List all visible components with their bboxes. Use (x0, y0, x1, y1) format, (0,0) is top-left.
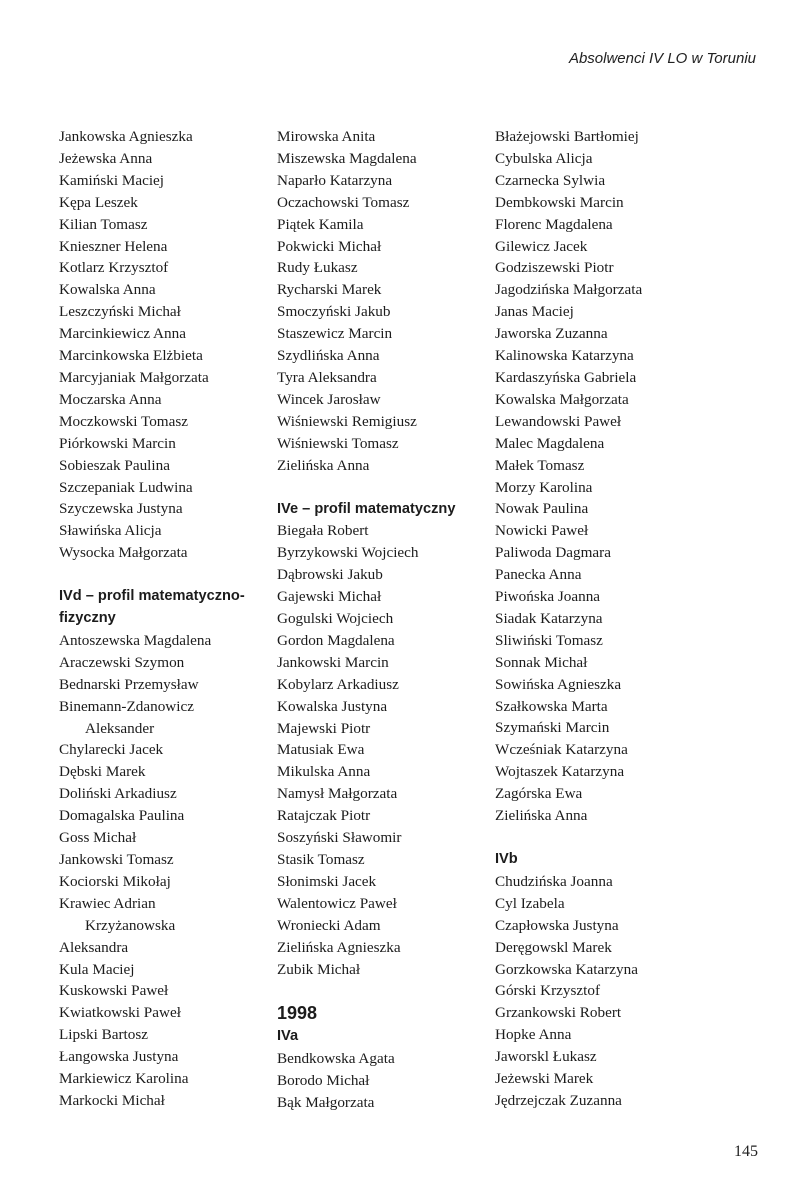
name-entry: Piwońska Joanna (495, 588, 601, 606)
name-entry: Wcześniak Katarzyna (495, 741, 628, 759)
name-entry: Borodo Michał (277, 1072, 370, 1090)
name-entry: Oczachowski Tomasz (277, 193, 410, 211)
name-entry: Morzy Karolina (495, 478, 593, 496)
name-entry: Krawiec Adrian (59, 894, 156, 912)
name-entry: Czapłowska Justyna (495, 916, 619, 934)
name-entry: Zielińska Anna (277, 456, 370, 474)
name-entry: Kowalska Justyna (277, 697, 388, 715)
name-entry: Jędrzejczak Zuzanna (495, 1091, 622, 1109)
name-entry: Walentowicz Paweł (277, 894, 397, 912)
name-entry: Kowalska Anna (59, 281, 156, 299)
name-entry: Kuskowski Paweł (59, 982, 169, 1000)
page-number: 145 (734, 1143, 758, 1160)
name-entry: Hopke Anna (495, 1026, 572, 1044)
name-entry: Deręgowskl Marek (495, 938, 612, 956)
name-entry: Domagalska Paulina (59, 807, 185, 825)
name-entry: Cybulska Alicja (495, 149, 593, 167)
name-entry: Moczkowski Tomasz (59, 412, 188, 430)
name-entry: Sonnak Michał (495, 653, 588, 671)
name-list (277, 1048, 482, 1114)
name-entry: Kilian Tomasz (59, 215, 148, 233)
name-entry: Górski Krzysztof (495, 982, 601, 1000)
name-entry: Szałkowska Marta (495, 697, 608, 715)
name-entry: Majewski Piotr (277, 719, 371, 737)
name-entry: Cyl Izabela (495, 894, 565, 912)
name-entry: Wysocka Małgorzata (59, 544, 188, 562)
running-title: Absolwenci IV LO w Toruniu (568, 50, 756, 67)
name-list (495, 871, 710, 1112)
name-entry: Kępa Leszek (59, 193, 138, 211)
name-entry: Lewandowski Paweł (495, 412, 622, 430)
column-3 (495, 126, 710, 1112)
name-entry: Piórkowski Marcin (59, 434, 176, 452)
name-entry: Wojtaszek Katarzyna (495, 763, 625, 781)
name-entry: Wiśniewski Tomasz (277, 434, 399, 452)
name-entry: Nowicki Paweł (495, 522, 589, 540)
name-entry: Namysł Małgorzata (277, 785, 398, 803)
name-entry: Marcinkowska Elżbieta (59, 347, 203, 365)
name-entry: Nowak Paulina (495, 500, 589, 518)
name-entry: Rudy Łukasz (277, 259, 358, 277)
name-entry: Chylarecki Jacek (59, 741, 164, 759)
name-entry: Aleksandra (59, 938, 129, 956)
name-entry: Goss Michał (59, 829, 137, 847)
name-entry: Dębski Marek (59, 763, 146, 781)
name-entry: Bąk Małgorzata (277, 1094, 375, 1112)
name-entry: Kociorski Mikołaj (59, 872, 171, 890)
name-entry: Byrzykowski Wojciech (277, 544, 419, 562)
name-entry: Szyczewska Justyna (59, 500, 183, 518)
name-entry: Kwiatkowski Paweł (59, 1004, 181, 1022)
name-entry: Zagórska Ewa (495, 785, 583, 803)
name-entry: Małek Tomasz (495, 456, 585, 474)
name-entry: Gordon Magdalena (277, 631, 395, 649)
name-entry: Jeżewska Anna (59, 149, 153, 167)
section-heading-ive: IVe – profil matematyczny (277, 500, 456, 517)
name-entry: Smoczyński Jakub (277, 303, 391, 321)
name-entry: Florenc Magdalena (495, 215, 613, 233)
name-entry: Grzankowski Robert (495, 1004, 622, 1022)
name-entry: Soszyński Sławomir (277, 829, 402, 847)
name-entry: Wiśniewski Remigiusz (277, 412, 417, 430)
name-entry: Moczarska Anna (59, 390, 162, 408)
name-entry: Malec Magdalena (495, 434, 605, 452)
name-entry: Sliwiński Tomasz (495, 631, 603, 649)
name-entry: Bednarski Przemysław (59, 675, 199, 693)
name-entry: Błażejowski Bartłomiej (495, 128, 639, 145)
name-entry: Kowalska Małgorzata (495, 390, 629, 408)
name-list (59, 126, 264, 564)
name-entry: Piątek Kamila (277, 215, 364, 233)
name-entry: Szymański Marcin (495, 719, 610, 737)
section-heading-ivb: IVb (495, 851, 518, 867)
section-heading-ivd-continued: fizyczny (59, 610, 116, 627)
name-entry: Chudzińska Joanna (495, 872, 613, 890)
name-entry: Matusiak Ewa (277, 741, 365, 759)
name-entry: Araczewski Szymon (59, 653, 185, 671)
name-entry: Kardaszyńska Gabriela (495, 368, 637, 386)
name-list (495, 126, 710, 827)
name-entry: Kamiński Maciej (59, 171, 165, 189)
name-entry: Kotlarz Krzysztof (59, 259, 169, 277)
name-list (59, 630, 264, 1112)
name-entry: Zubik Michał (277, 960, 361, 978)
name-entry: Słonimski Jacek (277, 872, 377, 890)
name-entry: Krzyżanowska (85, 916, 176, 934)
name-entry: Łangowska Justyna (59, 1048, 179, 1066)
name-entry: Jankowski Marcin (277, 653, 389, 671)
name-entry: Wincek Jarosław (277, 390, 381, 408)
name-entry: Kalinowska Katarzyna (495, 347, 634, 365)
name-entry: Doliński Arkadiusz (59, 785, 177, 803)
name-entry: Pokwicki Michał (277, 237, 382, 255)
name-entry: Jeżewski Marek (495, 1070, 594, 1088)
name-entry: Dąbrowski Jakub (277, 566, 383, 584)
name-entry: Tyra Aleksandra (277, 368, 377, 386)
name-entry: Jaworska Zuzanna (495, 325, 608, 343)
name-entry: Binemann-Zdanowicz (59, 697, 194, 715)
name-entry: Jankowski Tomasz (59, 851, 174, 868)
name-entry: Wroniecki Adam (277, 916, 381, 934)
name-entry: Sławińska Alicja (59, 522, 162, 540)
name-entry: Markocki Michał (59, 1091, 165, 1109)
name-entry: Sobieszak Paulina (59, 456, 170, 474)
name-entry: Rycharski Marek (277, 281, 382, 299)
name-entry: Janas Maciej (495, 303, 574, 321)
column-1 (59, 126, 264, 1112)
name-entry: Gilewicz Jacek (495, 237, 588, 255)
name-entry: Kobylarz Arkadiusz (277, 675, 399, 693)
name-entry: Gorzkowska Katarzyna (495, 960, 638, 978)
name-entry: Kula Maciej (59, 960, 135, 978)
name-entry: Knieszner Helena (59, 237, 168, 255)
name-entry: Biegała Robert (277, 522, 369, 540)
name-entry: Szydlińska Anna (277, 347, 380, 365)
name-entry: Sowińska Agnieszka (495, 675, 622, 693)
name-entry: Dembkowski Marcin (495, 193, 624, 211)
section-heading-ivd: IVd – profil matematyczno- (59, 588, 245, 605)
name-entry: Mirowska Anita (277, 128, 376, 145)
name-entry: Godziszewski Piotr (495, 259, 614, 277)
name-entry: Paliwoda Dagmara (495, 544, 611, 562)
name-entry: Stasik Tomasz (277, 851, 365, 868)
name-entry: Staszewicz Marcin (277, 325, 393, 343)
name-entry: Lipski Bartosz (59, 1026, 149, 1044)
name-entry: Zielińska Agnieszka (277, 938, 401, 956)
name-list (277, 126, 482, 477)
name-entry: Marcyjaniak Małgorzata (59, 368, 209, 386)
name-entry: Gogulski Wojciech (277, 610, 394, 628)
name-entry: Jaworskl Łukasz (495, 1048, 597, 1066)
name-entry: Gajewski Michał (277, 588, 382, 606)
name-entry: Markiewicz Karolina (59, 1070, 189, 1088)
name-entry: Panecka Anna (495, 566, 582, 584)
name-entry: Bendkowska Agata (277, 1050, 395, 1068)
year-heading: 1998 (277, 1003, 318, 1024)
name-entry: Jagodzińska Małgorzata (495, 281, 643, 299)
name-entry: Ratajczak Piotr (277, 807, 371, 825)
name-entry: Leszczyński Michał (59, 303, 181, 321)
name-entry: Jankowska Agnieszka (59, 128, 193, 145)
name-entry: Zielińska Anna (495, 807, 588, 825)
name-entry: Szczepaniak Ludwina (59, 478, 193, 496)
name-entry: Mikulska Anna (277, 763, 371, 781)
name-entry: Antoszewska Magdalena (59, 631, 212, 649)
name-entry: Czarnecka Sylwia (495, 171, 606, 189)
name-list (277, 520, 482, 980)
name-entry: Marcinkiewicz Anna (59, 325, 186, 343)
name-entry: Siadak Katarzyna (495, 609, 603, 627)
section-heading-iva: IVa (277, 1028, 299, 1045)
name-entry: Miszewska Magdalena (277, 149, 417, 167)
column-2 (277, 126, 482, 1114)
name-entry: Aleksander (85, 719, 155, 737)
name-entry: Naparło Katarzyna (277, 171, 393, 189)
